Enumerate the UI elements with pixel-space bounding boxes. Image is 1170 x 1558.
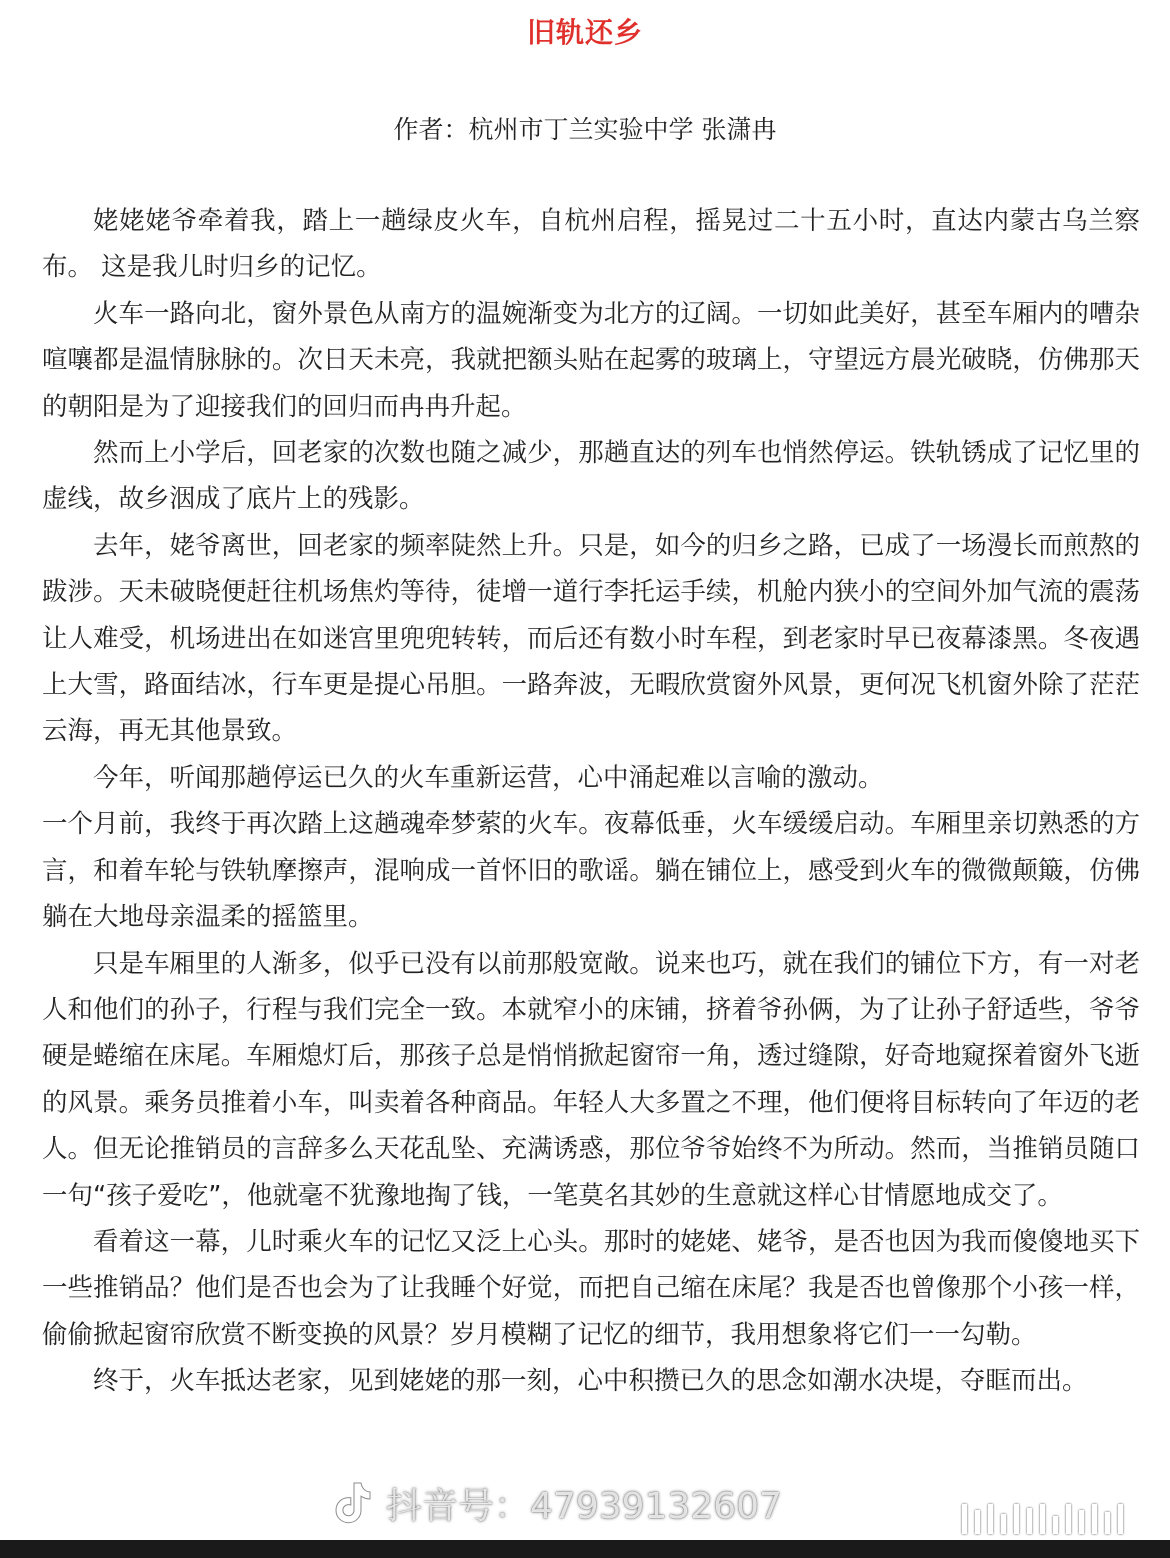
paragraph: 只是车厢里的人渐多，似乎已没有以前那般宽敞。说来也巧，就在我们的铺位下方，有一对老人和他们的孙子，行程与我们完全一致。本就窄小的床铺，挤着爷孙俩，为了让孙子舒适些，爷爷硬是蜷缩在床尾。车厢熄灯后，那孩子总是悄悄掀起窗帘一角，透过缝隙，好奇地窥探着窗外飞逝的风景。乘务员推着小车，叫卖着各种商品。年轻人大多置之不理，他们便将目标转向了年迈的老人。但无论推销员的言辞多么天花乱坠、充满诱惑，那位爷爷始终不为所动。然而，当推销员随口一句“孩子爱吃”，他就毫不犹豫地掏了钱，一笔莫名其妙的生意就这样心甘情愿地成交了。: [42, 948, 1140, 1211]
signal-bars-icon: [962, 1500, 1147, 1534]
paragraph: 今年，听闻那趟停运已久的火车重新运营，心中涌起难以言喻的激动。: [93, 762, 884, 793]
paragraph: 然而上小学后，回老家的次数也随之减少，那趟直达的列车也悄然停运。铁轨锈成了记忆里的虚线，故乡洇成了底片上的残影。: [42, 438, 1140, 515]
paragraph: 终于，火车抵达老家，见到姥姥的那一刻，心中积攒已久的思念如潮水决堤，夺眶而出。: [93, 1366, 1088, 1397]
douyin-watermark: [330, 1468, 782, 1538]
paragraph: 看着这一幕，儿时乘火车的记忆又泛上心头。那时的姥姥、姥爷，是否也因为我而傻傻地买下一些推销品？他们是否也会为了让我睡个好觉，而把自己缩在床尾？我是否也曾像那个小孩一样，偷偷掀起窗帘欣赏不断变换的风景？岁月模糊了记忆的细节，我用想象将它们一一勾勒。: [42, 1226, 1140, 1350]
paragraph: 姥姥姥爷牵着我，踏上一趟绿皮火车，自杭州启程，摇晃过二十五小时，直达内蒙古乌兰察布。 这是我儿时归乡的记忆。: [42, 206, 1140, 283]
paragraph: 去年，姥爷离世，回老家的频率陡然上升。只是，如今的归乡之路，已成了一场漫长而煎熬的跋涉。天未破晓便赶往机场焦灼等待，徒增一道行李托运手续，机舱内狭小的空间外加气流的震荡让人难受，机场进出在如迷宫里兜兜转转，而后还有数小时车程，到老家时早已夜幕漆黑。冬夜遇上大雪，路面结冰，行车更是提心吊胆。一路奔波，无暇欣赏窗外风景，更何况飞机窗外除了茫茫云海，再无其他景致。: [42, 530, 1140, 747]
bottom-bar: [0, 1540, 1170, 1558]
tiktok-icon: [330, 1479, 374, 1527]
article-title: 旧轨还乡: [526, 16, 643, 49]
article-author: 作者：杭州市丁兰实验中学 张潇冉: [393, 115, 777, 144]
paragraph: 火车一路向北，窗外景色从南方的温婉渐变为北方的辽阔。一切如此美好，甚至车厢内的嘈杂喧嚷都是温情脉脉的。次日天未亮，我就把额头贴在起雾的玻璃上，守望远方晨光破晓，仿佛那天的朝阳是为了迎接我们的回归而冉冉升起。: [42, 298, 1140, 422]
paragraph: 一个月前，我终于再次踏上这趟魂牵梦萦的火车。夜幕低垂，火车缓缓启动。车厢里亲切熟悉的方言，和着车轮与铁轨摩擦声，混响成一首怀旧的歌谣。躺在铺位上，感受到火车的微微颠簸，仿佛躺在大地母亲温柔的摇篮里。: [42, 809, 1140, 933]
watermark-text: 抖音号：47939132607: [386, 1485, 782, 1527]
article-body: [42, 198, 1140, 1405]
